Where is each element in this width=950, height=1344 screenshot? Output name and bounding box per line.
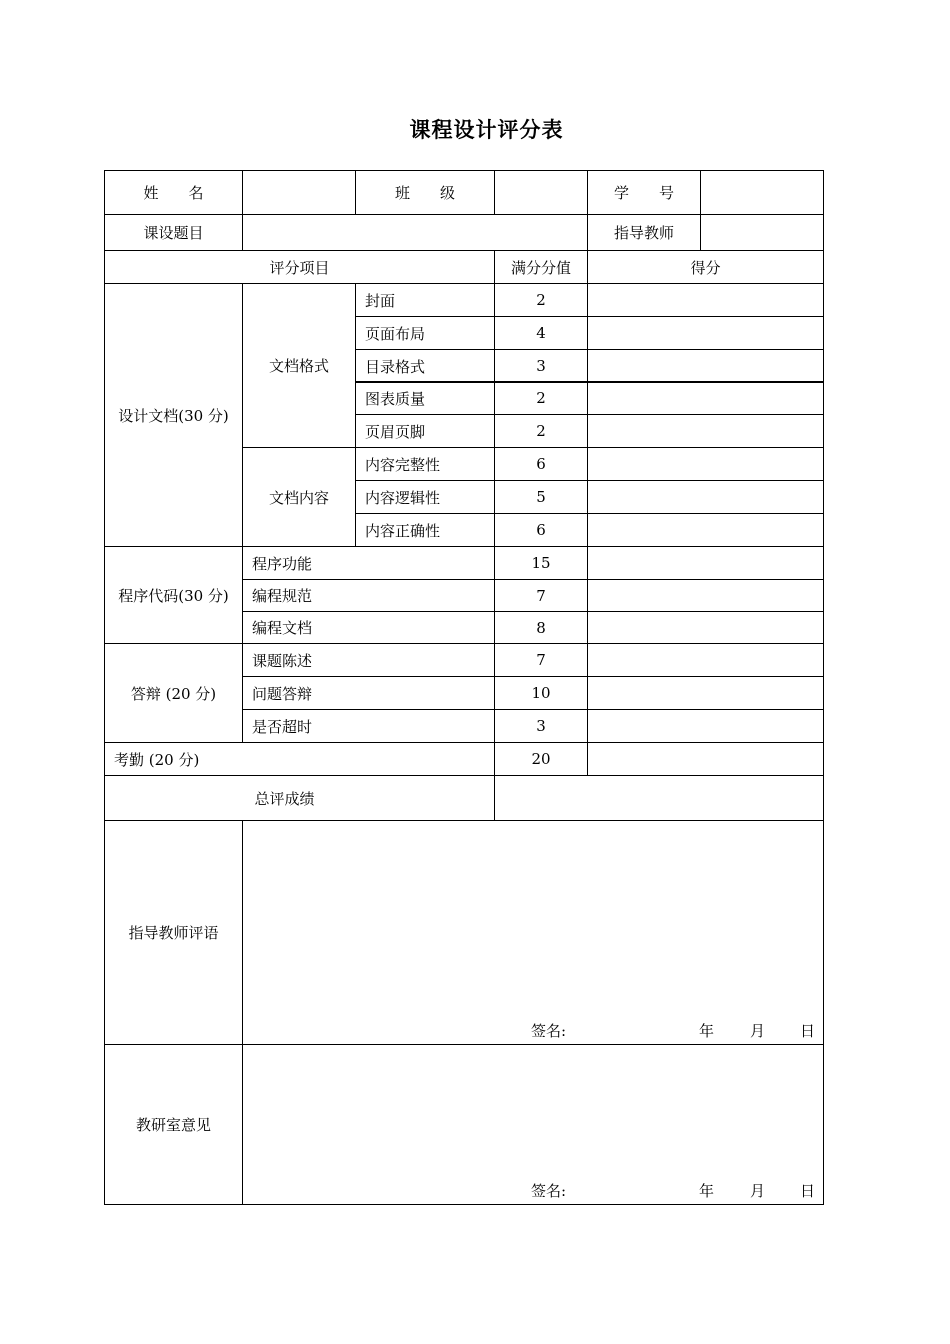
total-label: 总评成绩 xyxy=(104,775,495,821)
advisor-comment-area[interactable] xyxy=(242,820,824,1045)
office-sign-month: 月 xyxy=(750,1182,766,1200)
item-score-input[interactable] xyxy=(587,414,824,448)
topic-label: 课设题目 xyxy=(104,214,243,251)
item-label: 页眉页脚 xyxy=(355,414,495,448)
section-code: 程序代码(30 分) xyxy=(104,546,243,644)
item-score-input[interactable] xyxy=(587,381,824,415)
page-title: 课程设计评分表 xyxy=(409,118,564,142)
item-label: 页面布局 xyxy=(355,316,495,350)
item-score-input[interactable] xyxy=(587,643,824,677)
subsection-doc-content: 文档内容 xyxy=(242,447,356,547)
item-label: 编程文档 xyxy=(242,611,495,644)
advisor-input[interactable] xyxy=(700,214,824,251)
item-max: 2 xyxy=(494,414,588,448)
item-max: 7 xyxy=(494,643,588,677)
advisor-sign-day: 日 xyxy=(800,1022,816,1040)
office-sign-label: 签名: xyxy=(531,1182,567,1200)
name-input[interactable] xyxy=(242,170,356,215)
item-label: 程序功能 xyxy=(242,546,495,580)
item-max: 4 xyxy=(494,316,588,350)
item-max: 3 xyxy=(494,349,588,383)
item-score-input[interactable] xyxy=(587,579,824,612)
item-max: 15 xyxy=(494,546,588,580)
office-opinion-label: 教研室意见 xyxy=(104,1044,243,1205)
name-label: 姓 名 xyxy=(104,170,243,215)
item-score-input[interactable] xyxy=(587,316,824,350)
item-max: 5 xyxy=(494,480,588,514)
item-label: 内容正确性 xyxy=(355,513,495,547)
item-score-input[interactable] xyxy=(587,611,824,644)
item-label: 内容逻辑性 xyxy=(355,480,495,514)
item-label: 课题陈述 xyxy=(242,643,495,677)
item-max: 2 xyxy=(494,283,588,317)
section-defense: 答辩 (20 分) xyxy=(104,643,243,743)
item-score-input[interactable] xyxy=(587,480,824,514)
item-label: 目录格式 xyxy=(355,349,495,383)
item-score-input[interactable] xyxy=(587,709,824,743)
advisor-label: 指导教师 xyxy=(587,214,701,251)
advisor-sign-month: 月 xyxy=(750,1022,766,1040)
max-header: 满分分值 xyxy=(494,250,588,284)
item-label: 编程规范 xyxy=(242,579,495,612)
item-label: 是否超时 xyxy=(242,709,495,743)
item-label: 内容完整性 xyxy=(355,447,495,481)
item-max: 6 xyxy=(494,447,588,481)
section-design-doc: 设计文档(30 分) xyxy=(104,283,243,547)
student-id-input[interactable] xyxy=(700,170,824,215)
attendance-score-input[interactable] xyxy=(587,742,824,776)
student-id-label: 学 号 xyxy=(587,170,701,215)
item-max: 10 xyxy=(494,676,588,710)
item-score-input[interactable] xyxy=(587,676,824,710)
item-max: 3 xyxy=(494,709,588,743)
advisor-sign-year: 年 xyxy=(699,1022,715,1040)
item-label: 问题答辩 xyxy=(242,676,495,710)
subsection-doc-format: 文档格式 xyxy=(242,283,356,448)
item-score-input[interactable] xyxy=(587,447,824,481)
item-max: 6 xyxy=(494,513,588,547)
score-header: 得分 xyxy=(587,250,824,284)
item-max: 7 xyxy=(494,579,588,612)
advisor-comment-label: 指导教师评语 xyxy=(104,820,243,1045)
item-score-input[interactable] xyxy=(587,349,824,383)
office-sign-day: 日 xyxy=(800,1182,816,1200)
topic-input[interactable] xyxy=(242,214,588,251)
item-label: 封面 xyxy=(355,283,495,317)
advisor-sign-label: 签名: xyxy=(531,1022,567,1040)
item-max: 8 xyxy=(494,611,588,644)
item-header: 评分项目 xyxy=(104,250,495,284)
item-max: 2 xyxy=(494,381,588,415)
total-score-input[interactable] xyxy=(494,775,824,821)
class-input[interactable] xyxy=(494,170,588,215)
office-sign-year: 年 xyxy=(699,1182,715,1200)
office-opinion-area[interactable] xyxy=(242,1044,824,1205)
item-score-input[interactable] xyxy=(587,283,824,317)
class-label: 班 级 xyxy=(355,170,495,215)
item-label: 图表质量 xyxy=(355,381,495,415)
item-score-input[interactable] xyxy=(587,546,824,580)
section-attendance: 考勤 (20 分) xyxy=(104,742,495,776)
attendance-max: 20 xyxy=(494,742,588,776)
item-score-input[interactable] xyxy=(587,513,824,547)
